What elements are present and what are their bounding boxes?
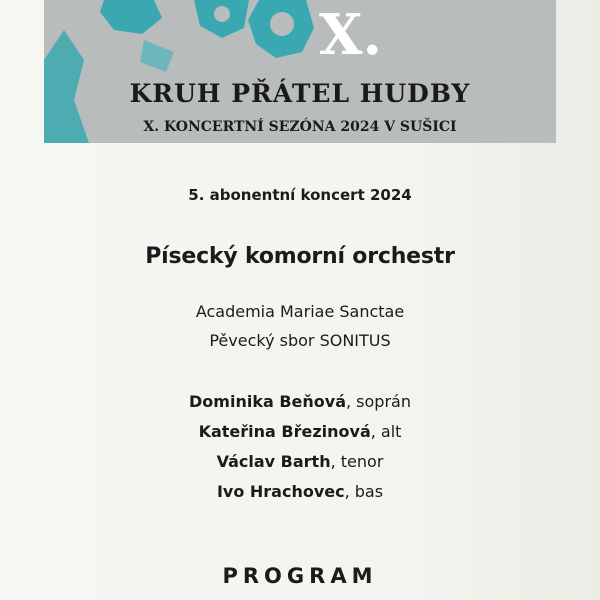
soloist-item [0, 392, 600, 411]
soloist-role: , tenor [330, 452, 384, 471]
program-heading: PROGRAM [222, 564, 378, 588]
soloist-name: Dominika Beňová [189, 392, 346, 411]
season-subtitle: X. KONCERTNÍ SEZÓNA 2024 V SUŠICI [143, 119, 457, 135]
ensemble-item: Academia Mariae Sanctae [195, 302, 405, 321]
soloist-role: , soprán [345, 392, 411, 411]
series-title: KRUH PŘÁTEL HUDBY [129, 79, 471, 108]
soloist-name: Ivo Hrachovec [216, 482, 345, 501]
soloist-role: , bas [344, 482, 384, 501]
ensemble-item: Pěvecký sbor SONITUS [209, 331, 391, 350]
soloist-item [0, 482, 600, 501]
header-banner [44, 0, 556, 143]
soloist-role: , alt [370, 422, 402, 441]
soloist-item [0, 452, 600, 471]
soloist-name: Václav Barth [216, 452, 331, 471]
main-performer: Písecký komorní orchestr [145, 244, 455, 269]
soloist-item [0, 422, 600, 441]
logo-numeral: X. [319, 2, 382, 68]
soloist-name: Kateřina Březinová [198, 422, 371, 441]
concert-number: 5. abonentní koncert 2024 [188, 186, 412, 204]
